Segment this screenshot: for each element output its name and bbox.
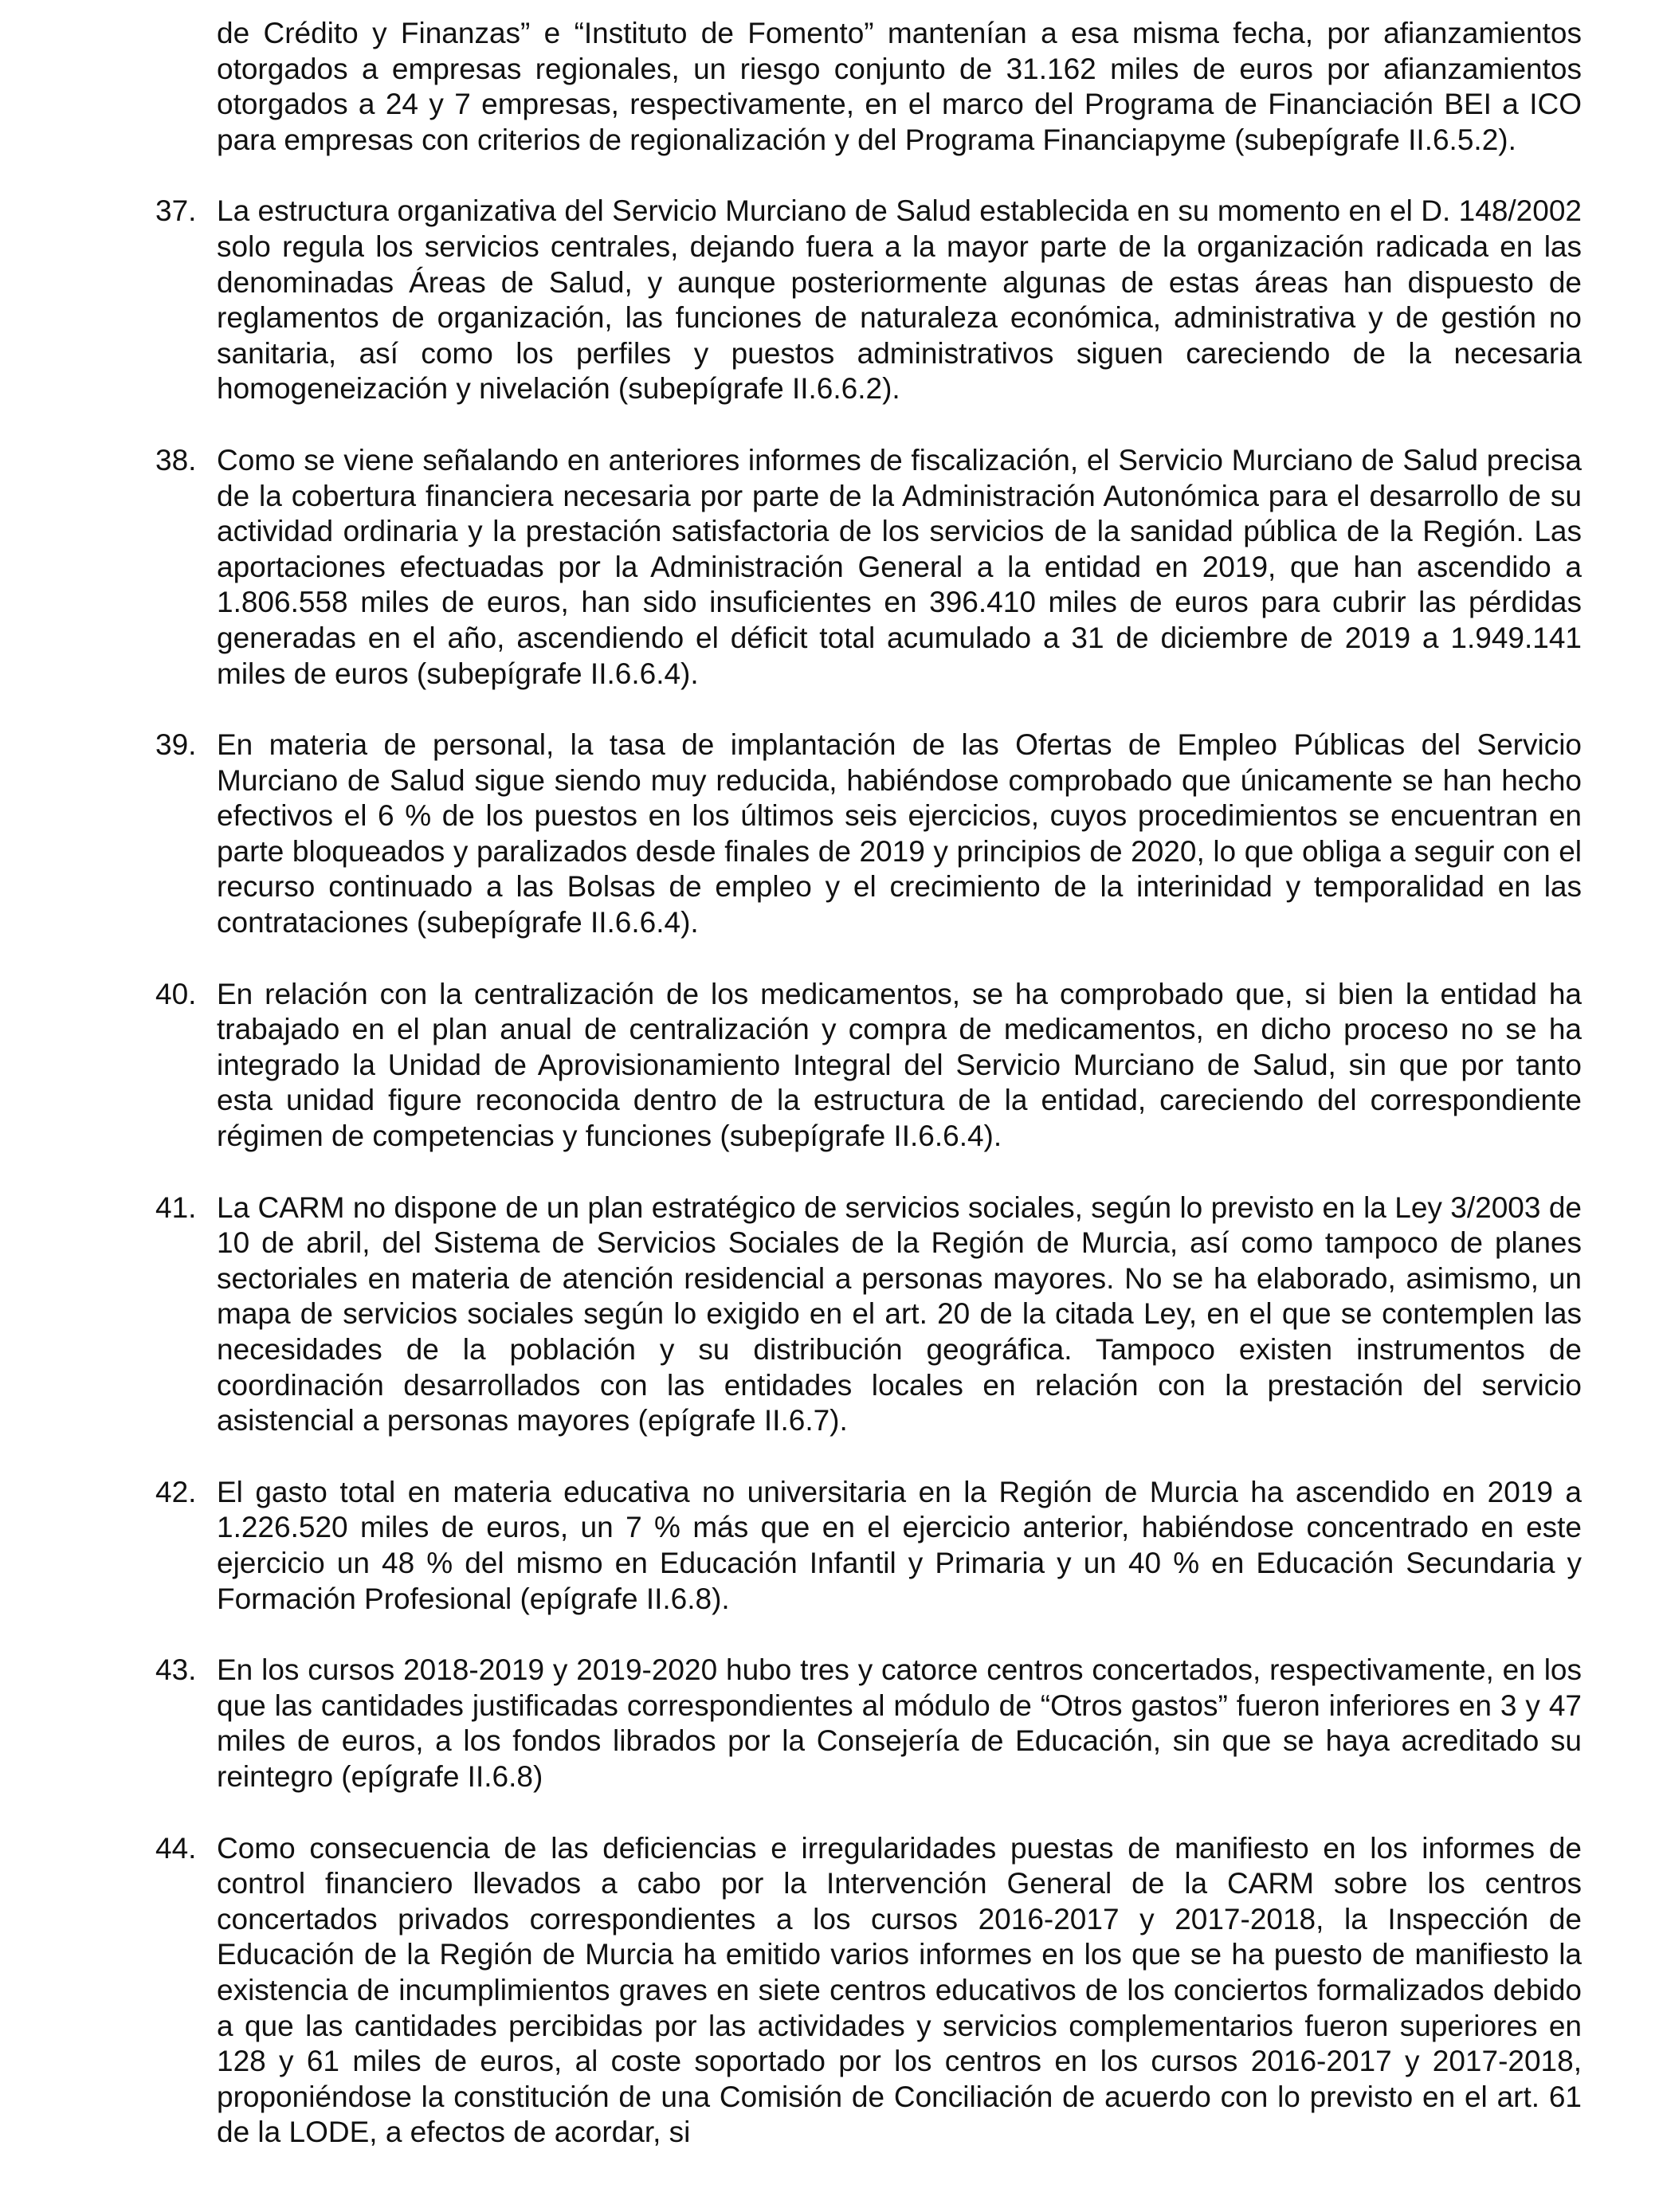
- document-body: [155, 16, 1582, 2187]
- paragraph-text: Como consecuencia de las deficiencias e irregularidades puestas de manifiesto en los informes de control financiero llevados a cabo por la Intervención General de la CARM sobre los centros concertados privados correspondientes a los cursos 2016-2017 y 2017-2018, la Inspección de Educación de la Región de Murcia ha emitido varios informes en los que se ha puesto de manifiesto la existencia de incumplimientos graves en siete centros educativos de los conciertos formalizados debido a que las cantidades percibidas por las actividades y servicios complementarios fueron superiores en 128 y 61 miles de euros, al coste soportado por los centros en los cursos 2016-2017 y 2017-2018, proponiéndose la constitución de una Comisión de Conciliación de acuerdo con lo previsto en el art. 61 de la LODE, a efectos de acordar, si: [217, 1831, 1582, 2149]
- paragraph-number: 42.: [155, 1475, 197, 1508]
- paragraph-number: 38.: [155, 443, 197, 477]
- paragraph-text: El gasto total en materia educativa no universitaria en la Región de Murcia ha ascendido en 2019 a 1.226.520 miles de euros, un 7 % más que en el ejercicio anterior, habiéndose concentrado en este ejercicio un 48 % del mismo en Educación Infantil y Primaria y un 40 % en Educación Secundaria y Formación Profesional (epígrafe II.6.8).: [217, 1475, 1582, 1615]
- paragraph-number: 41.: [155, 1190, 197, 1224]
- paragraph-continuation: [171, 16, 1582, 158]
- paragraph-text: La estructura organizativa del Servicio Murciano de Salud establecida en su momento en el D. 148/2002 solo regula los servicios centrales, dejando fuera a la mayor parte de la organización radicada en las denominadas Áreas de Salud, y aunque posteriormente algunas de estas áreas han dispuesto de reglamentos de organización, las funciones de naturaleza económica, administrativa y de gestión no sanitaria, así como los perfiles y puestos administrativos siguen careciendo de la necesaria homogeneización y nivelación (subepígrafe II.6.6.2).: [217, 194, 1582, 406]
- paragraph-number: 37.: [155, 194, 197, 228]
- paragraph-40: [155, 977, 1582, 1155]
- paragraph-39: [155, 728, 1582, 941]
- paragraph-text: de Crédito y Finanzas” e “Instituto de Fomento” mantenían a esa misma fecha, por afianzamientos otorgados a empresas regionales, un riesgo conjunto de 31.162 miles de euros por afianzamientos otorgados a 24 y 7 empresas, respectivamente, en el marco del Programa de Financiación BEI a ICO para empresas con criterios de regionalización y del Programa Financiapyme (subepígrafe II.6.5.2).: [217, 17, 1582, 156]
- paragraph-number: 43.: [155, 1653, 197, 1687]
- paragraph-text: En los cursos 2018-2019 y 2019-2020 hubo tres y catorce centros concertados, respectivamente, en los que las cantidades justificadas correspondientes al módulo de “Otros gastos” fueron inferiores en 3 y 47 miles de euros, a los fondos librados por la Consejería de Educación, sin que se haya acreditado su reintegro (epígrafe II.6.8): [217, 1653, 1582, 1793]
- paragraph-number: 39.: [155, 728, 197, 762]
- paragraph-text: En materia de personal, la tasa de implantación de las Ofertas de Empleo Públicas del Servicio Murciano de Salud sigue siendo muy reducida, habiéndose comprobado que únicamente se han hecho efectivos el 6 % de los puestos en los últimos seis ejercicios, cuyos procedimientos se encuentran en parte bloqueados y paralizados desde finales de 2019 y principios de 2020, lo que obliga a seguir con el recurso continuado a las Bolsas de empleo y el crecimiento de la interinidad y temporalidad en las contrataciones (subepígrafe II.6.6.4).: [217, 728, 1582, 939]
- paragraph-41: [155, 1190, 1582, 1439]
- paragraph-text: Como se viene señalando en anteriores informes de fiscalización, el Servicio Murciano de Salud precisa de la cobertura financiera necesaria por parte de la Administración Autonómica para el desarrollo de su actividad ordinaria y la prestación satisfactoria de los servicios de la sanidad pública de la Región. Las aportaciones efectuadas por la Administración General a la entidad en 2019, que han ascendido a 1.806.558 miles de euros, han sido insuficientes en 396.410 miles de euros para cubrir las pérdidas generadas en el año, ascendiendo el déficit total acumulado a 31 de diciembre de 2019 a 1.949.141 miles de euros (subepígrafe II.6.6.4).: [217, 443, 1582, 690]
- paragraph-44: [155, 1831, 1582, 2151]
- paragraph-number: 40.: [155, 977, 197, 1010]
- paragraph-43: [155, 1653, 1582, 1794]
- paragraph-38: [155, 443, 1582, 692]
- paragraph-37: [155, 194, 1582, 407]
- paragraph-text: La CARM no dispone de un plan estratégico de servicios sociales, según lo previsto en la Ley 3/2003 de 10 de abril, del Sistema de Servicios Sociales de la Región de Murcia, así como tampoco de planes sectoriales en materia de atención residencial a personas mayores. No se ha elaborado, asimismo, un mapa de servicios sociales según lo exigido en el art. 20 de la citada Ley, en el que se contemplen las necesidades de la población y su distribución geográfica. Tampoco existen instrumentos de coordinación desarrollados con las entidades locales en relación con la prestación del servicio asistencial a personas mayores (epígrafe II.6.7).: [217, 1190, 1582, 1437]
- paragraph-number: 44.: [155, 1831, 197, 1865]
- paragraph-42: [155, 1475, 1582, 1617]
- paragraph-text: En relación con la centralización de los medicamentos, se ha comprobado que, si bien la entidad ha trabajado en el plan anual de centralización y compra de medicamentos, en dicho proceso no se ha integrado la Unidad de Aprovisionamiento Integral del Servicio Murciano de Salud, sin que por tanto esta unidad figure reconocida dentro de la estructura de la entidad, careciendo del correspondiente régimen de competencias y funciones (subepígrafe II.6.6.4).: [217, 977, 1582, 1153]
